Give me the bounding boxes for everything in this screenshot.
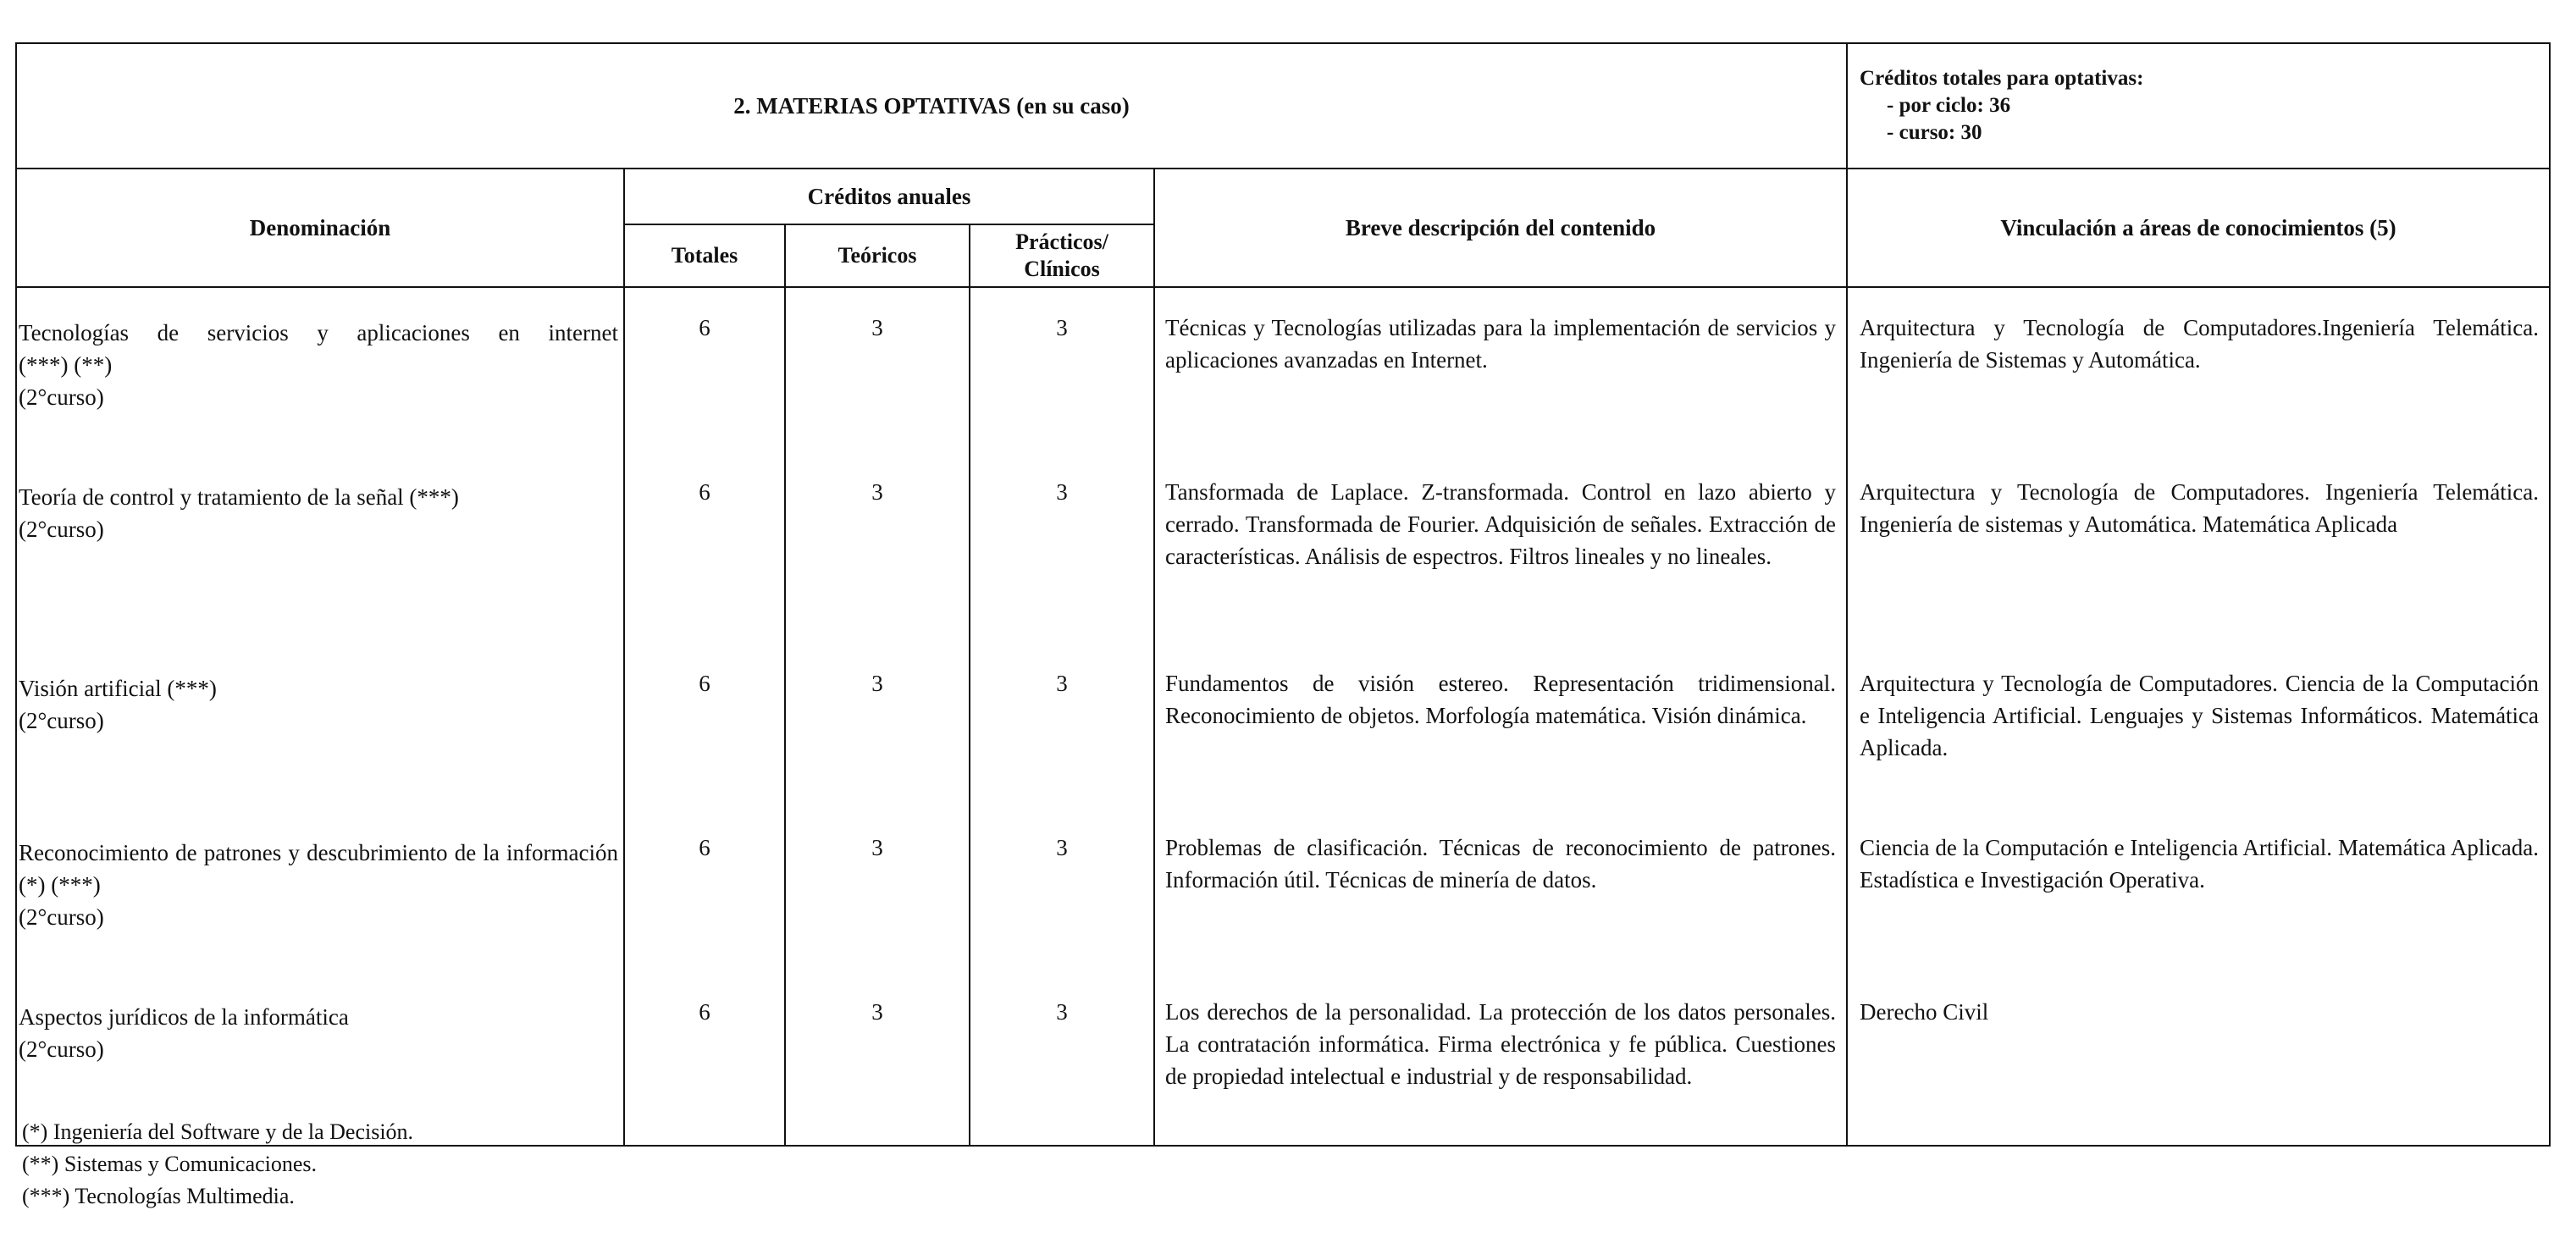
credits-practicos: 3	[970, 287, 1154, 452]
credits-teoricos: 3	[785, 287, 970, 452]
credits-totales: 6	[624, 644, 785, 808]
credits-per-cycle: - por ciclo: 36	[1887, 94, 2011, 117]
col-header-totales: Totales	[624, 224, 785, 287]
header-row-1	[16, 169, 2550, 224]
credits-total-label: Créditos totales para optativas:	[1860, 67, 2144, 90]
knowledge-areas: Arquitectura y Tecnología de Computadores. Ingeniería Telemática. Ingeniería de sistemas y Automática. Matemática Aplicada	[1847, 452, 2550, 644]
subject-course: (2°curso)	[19, 1036, 104, 1062]
subject-course: (2°curso)	[19, 904, 104, 930]
credits-practicos: 3	[970, 972, 1154, 1146]
subject-cell	[16, 287, 624, 452]
col-header-descripcion: Breve descripción del contenido	[1154, 169, 1847, 287]
knowledge-areas: Arquitectura y Tecnología de Computadores. Ciencia de la Computación e Inteligencia Artificial. Lenguajes y Sistemas Informáticos. Matemática Aplicada.	[1847, 644, 2550, 808]
credits-practicos: 3	[970, 452, 1154, 644]
credits-teoricos: 3	[785, 644, 970, 808]
content-description: Fundamentos de visión estereo. Representación tridimensional. Reconocimiento de objetos. Morfología matemática. Visión dinámica.	[1154, 644, 1847, 808]
col-header-vinculacion: Vinculación a áreas de conocimientos (5)	[1847, 169, 2550, 287]
subject-name: Tecnologías de servicios y aplicaciones en internet	[19, 320, 618, 345]
footnotes	[22, 1116, 413, 1213]
optativas-table	[15, 42, 2551, 1147]
subject-course: (2°curso)	[19, 517, 104, 542]
table-row	[16, 808, 2550, 972]
content-description: Problemas de clasificación. Técnicas de reconocimiento de patrones. Información útil. Técnicas de minería de datos.	[1154, 808, 1847, 972]
subject-name: Aspectos jurídicos de la informática	[19, 1004, 349, 1030]
table-row	[16, 644, 2550, 808]
content-description: Técnicas y Tecnologías utilizadas para la implementación de servicios y aplicaciones avanzadas en Internet.	[1154, 287, 1847, 452]
subject-name: Teoría de control y tratamiento de la señal (***)	[19, 484, 459, 510]
subject-name: Reconocimiento de patrones y descubrimiento de la información (*) (***)	[19, 840, 618, 898]
content-description: Los derechos de la personalidad. La protección de los datos personales. La contratación informática. Firma electrónica y fe pública. Cuestiones de propiedad intelectual e industrial y de responsabilidad.	[1154, 972, 1847, 1146]
credits-total-box	[1847, 43, 2550, 169]
subject-cell	[16, 452, 624, 644]
credits-totales: 6	[624, 287, 785, 452]
credits-practicos: 3	[970, 644, 1154, 808]
title-row	[16, 43, 2550, 169]
credits-teoricos: 3	[785, 452, 970, 644]
credits-practicos: 3	[970, 808, 1154, 972]
footnote: (**) Sistemas y Comunicaciones.	[22, 1152, 318, 1176]
knowledge-areas: Ciencia de la Computación e Inteligencia Artificial. Matemática Aplicada. Estadística e Investigación Operativa.	[1847, 808, 2550, 972]
credits-teoricos: 3	[785, 972, 970, 1146]
col-header-practicos-line2: Clínicos	[1024, 257, 1100, 281]
credits-totales: 6	[624, 808, 785, 972]
footnote: (***) Tecnologías Multimedia.	[22, 1184, 295, 1208]
col-header-practicos-line1: Prácticos/	[1015, 229, 1108, 254]
col-header-denominacion: Denominación	[16, 169, 624, 287]
col-header-teoricos: Teóricos	[785, 224, 970, 287]
subject-course: (2°curso)	[19, 708, 104, 733]
credits-totales: 6	[624, 452, 785, 644]
table-row	[16, 287, 2550, 452]
subject-course: (2°curso)	[19, 384, 104, 410]
credits-per-course: - curso: 30	[1887, 121, 1982, 144]
knowledge-areas: Derecho Civil	[1847, 972, 2550, 1146]
col-header-practicos	[970, 224, 1154, 287]
subject-cell	[16, 808, 624, 972]
section-title: 2. MATERIAS OPTATIVAS (en su caso)	[16, 43, 1847, 169]
subject-cell	[16, 644, 624, 808]
subject-tags: (***) (**)	[19, 352, 113, 378]
credits-totales: 6	[624, 972, 785, 1146]
subject-name: Visión artificial (***)	[19, 676, 217, 701]
knowledge-areas: Arquitectura y Tecnología de Computadores.Ingeniería Telemática. Ingeniería de Sistemas y Automática.	[1847, 287, 2550, 452]
credits-teoricos: 3	[785, 808, 970, 972]
content-description: Tansformada de Laplace. Z-transformada. Control en lazo abierto y cerrado. Transformada de Fourier. Adquisición de señales. Extracción de características. Análisis de espectros. Filtros lineales y no lineales.	[1154, 452, 1847, 644]
footnote: (*) Ingeniería del Software y de la Decisión.	[22, 1119, 414, 1144]
table-row	[16, 452, 2550, 644]
col-header-creditos-anuales: Créditos anuales	[624, 169, 1154, 224]
